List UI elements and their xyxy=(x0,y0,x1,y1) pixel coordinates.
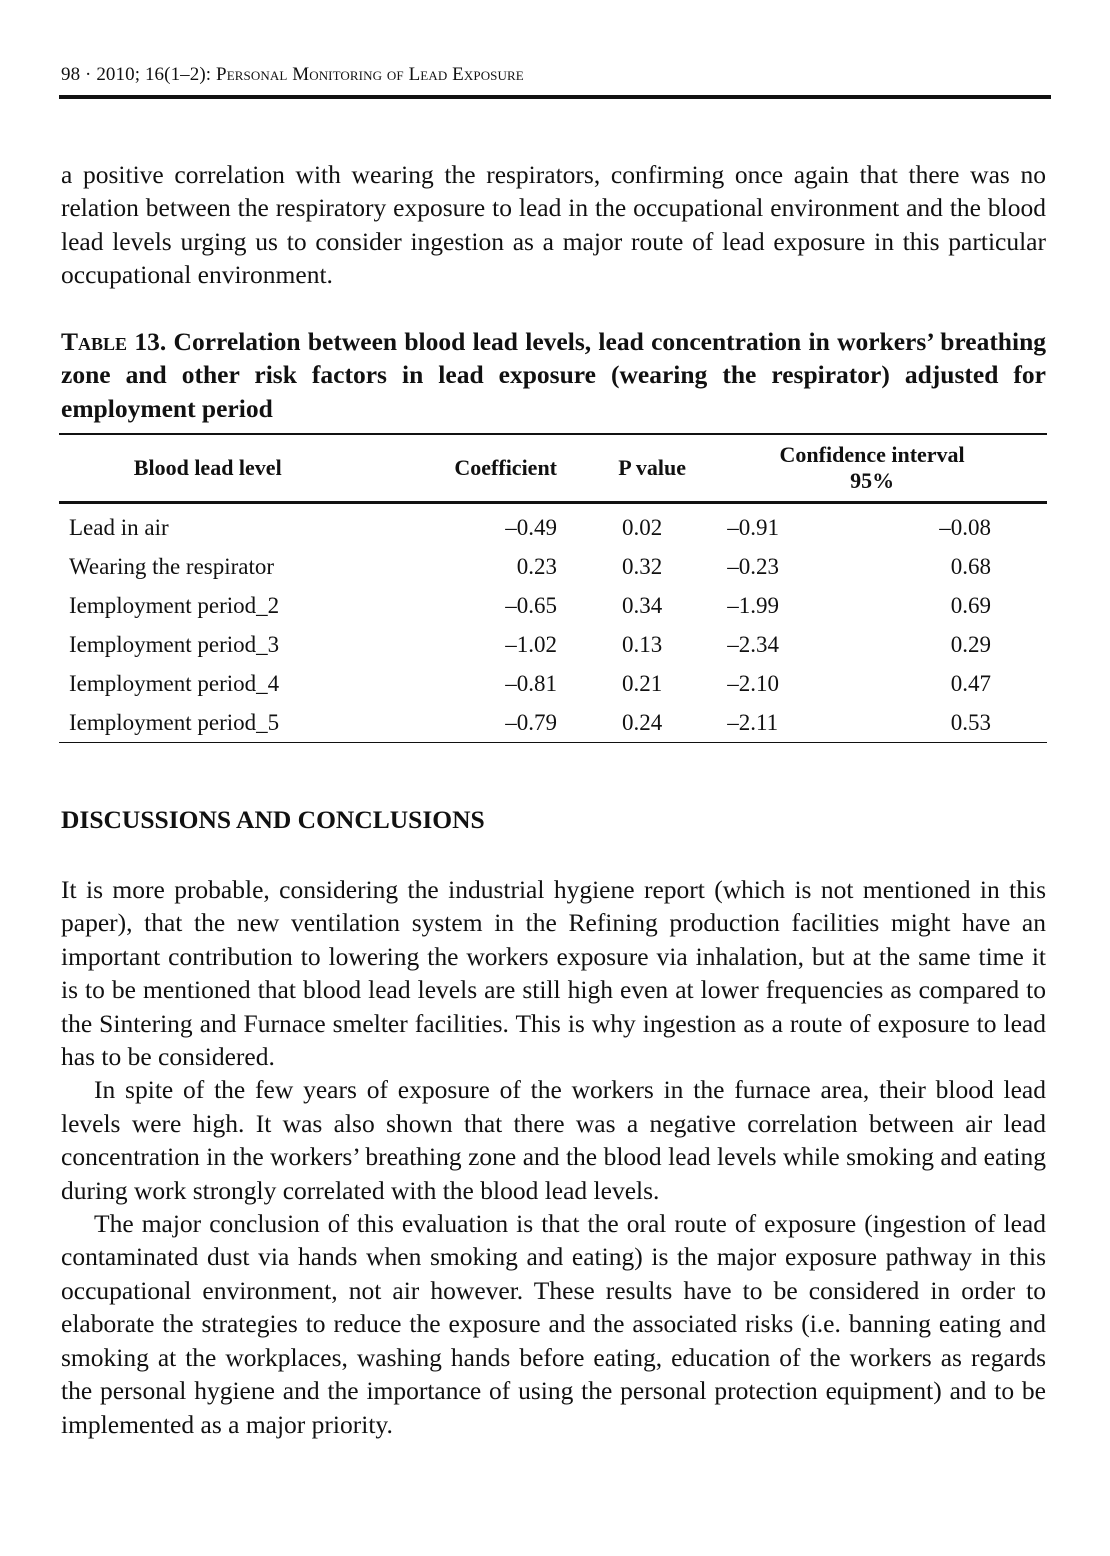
header-rule xyxy=(59,95,1051,99)
row-ci-low: –1.99 xyxy=(727,592,779,618)
discussion-paragraph-2: In spite of the few years of exposure of the workers in the furnace area, their blood lead levels were high. It was also shown that there was a negative correlation between air lead concentration in the workers’ breathing zone and the blood lead levels while smoking and eating during work strongly correlated with the blood lead levels. xyxy=(61,1075,1046,1205)
row-p-value: 0.24 xyxy=(621,709,663,735)
row-ci-high: 0.29 xyxy=(950,631,991,657)
header-p-value: P value xyxy=(618,455,687,480)
row-coefficient: –0.81 xyxy=(505,670,558,696)
discussion-body xyxy=(61,873,1046,1441)
row-ci-high: 0.47 xyxy=(950,670,991,696)
running-head-title: Personal Monitoring of Lead Exposure xyxy=(216,64,524,85)
header-blood-lead-level: Blood lead level xyxy=(133,455,282,480)
intro-paragraph: a positive correlation with wearing the respirators, confirming once again that there was no relation between the respiratory exposure to lead in the occupational environment and the blood lead levels urging us to consider ingestion as a major route of lead exposure in this particular occupational environment. xyxy=(61,160,1046,290)
row-name: Iemployment period_4 xyxy=(69,670,280,696)
row-coefficient: –0.49 xyxy=(505,514,558,540)
table-row xyxy=(59,503,1047,548)
row-coefficient: 0.23 xyxy=(516,553,558,579)
row-p-value: 0.21 xyxy=(621,670,663,696)
row-name: Wearing the respirator xyxy=(69,553,275,579)
row-ci-low: –0.91 xyxy=(727,514,779,540)
row-p-value: 0.13 xyxy=(621,631,663,657)
row-ci-high: 0.53 xyxy=(950,709,991,735)
row-coefficient: –1.02 xyxy=(505,631,558,657)
table-row xyxy=(59,547,1047,586)
table-row xyxy=(59,625,1047,664)
row-coefficient: –0.65 xyxy=(505,592,558,618)
running-head-prefix: 98 · 2010; 16(1–2): xyxy=(61,64,217,85)
row-coefficient: –0.79 xyxy=(505,709,558,735)
table-caption xyxy=(61,325,1046,425)
header-ci-line2: 95% xyxy=(850,468,895,493)
row-ci-low: –0.23 xyxy=(727,553,779,579)
correlation-table xyxy=(59,433,1047,743)
table-label: Table 13. xyxy=(61,327,167,356)
header-ci-line1: Confidence interval xyxy=(779,442,965,467)
discussion-paragraph-1: It is more probable, considering the industrial hygiene report (which is not mentioned in this paper), that the new ventilation system in the Refining production facilities might have an important contribution to lowering the workers exposure via inhalation, but at the same time it is to be mentioned that blood lead levels are still high even at lower frequencies as compared to the Sintering and Furnace smelter facilities. This is why ingestion as a route of exposure to lead has to be considered. xyxy=(61,875,1046,1072)
header-coefficient: Coefficient xyxy=(454,455,558,480)
row-ci-high: –0.08 xyxy=(939,514,991,540)
row-ci-high: 0.69 xyxy=(950,592,991,618)
row-p-value: 0.34 xyxy=(621,592,663,618)
table-row xyxy=(59,586,1047,625)
discussion-paragraph-3: The major conclusion of this evaluation is that the oral route of exposure (ingestion of lead contaminated dust via hands when smoking and eating) is the major exposure pathway in this occupational environment, not air however. These results have to be considered in order to elaborate the strategies to reduce the exposure and the associated risks (i.e. banning eating and smoking at the workplaces, washing hands before eating, education of the workers as regards the personal hygiene and the importance of using the personal protection equipment) and to be implemented as a major priority. xyxy=(61,1209,1046,1439)
row-name: Lead in air xyxy=(69,514,169,540)
section-title: DISCUSSIONS AND CONCLUSIONS xyxy=(61,805,485,834)
table-caption-text: Correlation between blood lead levels, lead concentration in workers’ breathing zone and other risk factors in lead exposure (wearing the respirator) adjusted for employment period xyxy=(61,327,1047,423)
row-ci-high: 0.68 xyxy=(950,553,991,579)
row-name: Iemployment period_3 xyxy=(69,631,280,657)
row-ci-low: –2.34 xyxy=(727,631,779,657)
table-row xyxy=(59,703,1047,743)
running-head xyxy=(61,64,524,86)
row-name: Iemployment period_2 xyxy=(69,592,280,618)
row-ci-low: –2.11 xyxy=(727,709,779,735)
row-p-value: 0.32 xyxy=(621,553,663,579)
row-name: Iemployment period_5 xyxy=(69,709,280,735)
table-row xyxy=(59,664,1047,703)
row-p-value: 0.02 xyxy=(621,514,663,540)
row-ci-low: –2.10 xyxy=(727,670,779,696)
header-confidence-interval xyxy=(727,434,1047,503)
table-header-row xyxy=(59,434,1047,503)
